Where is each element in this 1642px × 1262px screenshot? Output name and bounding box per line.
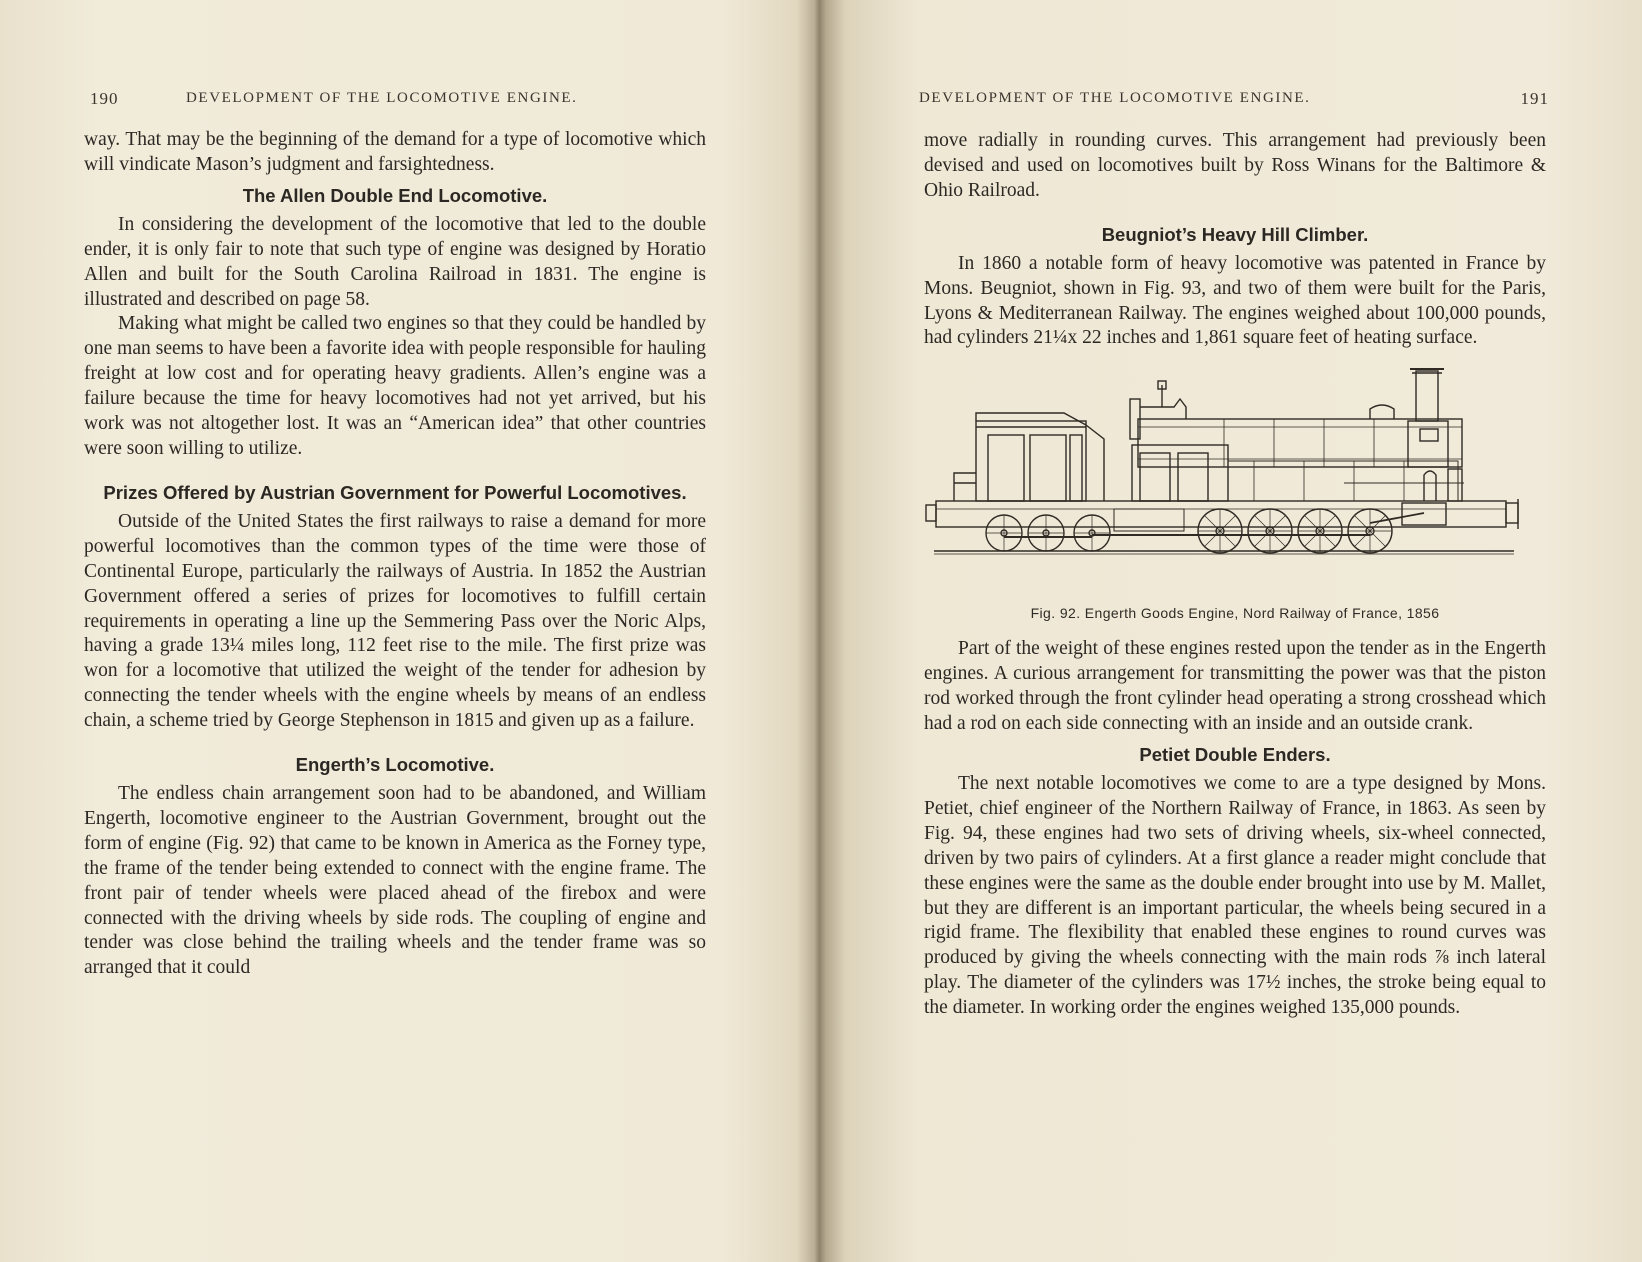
heading-prizes: Prizes Offered by Austrian Government for Powerful Locomotives.	[103, 481, 687, 503]
paragraph-petiet: The next notable locomotives we come to are a type designed by Mons. Petiet, chief engineer of the Northern Railway of France, in 1863. As seen by Fig. 94, these engines had two sets of driving wheels, six-wheel connected, driven by two pairs of cylinders. At a first glance a reader might conclude that these engines were the same as the double ender brought into use by M. Mallet, but they are different is an important particular, the wheels being secured in a rigid frame. The flexibility that enabled these engines to round curves was produced by giving the wheels connecting with the main rods ⅞ inch lateral play. The diameter of the cylinders was 17½ inches, the stroke being equal to the diameter. In working order the engines weighed 135,000 pounds.	[924, 772, 1546, 1019]
right-running-title: DEVELOPMENT OF THE LOCOMOTIVE ENGINE.	[919, 90, 1311, 106]
paragraph-prizes: Outside of the United States the first railways to raise a demand for more powerful locomotives than the common types of the time were those of Continental Europe, particularly the railways of Austria. In 1852 the Austrian Government offered a series of prizes for locomotives to fulfill certain requirements in operating a line up the Semmering Pass over the Noric Alps, having a grade 13¼ miles long, 112 feet rise to the mile. The first prize was won for a locomotive that utilized the weight of the tender for adhesion by connecting the tender wheels with the engine wheels by means of an endless chain, a scheme tried by George Stephenson in 1815 and given up as a failure.	[84, 510, 706, 732]
paragraph-weight: Part of the weight of these engines rested upon the tender as in the Engerth engines. A curious arrangement for transmitting the power was that the piston rod worked through the front cylinder head operating a strong crosshead which had a rod on each side connecting with an inside and an outside crank.	[924, 638, 1546, 735]
right-page-number: 191	[1520, 89, 1549, 108]
left-page-number: 190	[90, 89, 119, 108]
left-page	[0, 0, 815, 1262]
right-body-text	[924, 129, 1546, 1021]
heading-engerth: Engerth’s Locomotive.	[295, 754, 495, 776]
locomotive-drawing	[924, 363, 1546, 603]
paragraph-beugniot: In 1860 a notable form of heavy locomotive was patented in France by Mons. Beugniot, shown in Fig. 93, and two of them were built for the Paris, Lyons & Mediterranean Railway. The engines weighed about 100,000 pounds, had cylinders 21¼x 22 inches and 1,861 square feet of heating surface.	[924, 252, 1546, 349]
right-page	[827, 0, 1642, 1262]
heading-allen: The Allen Double End Locomotive.	[242, 184, 548, 206]
left-body-text	[84, 128, 706, 981]
paragraph-allen-1: In considering the development of the locomotive that led to the double ender, it is only fair to note that such type of engine was designed by Horatio Allen and built for the South Carolina Railroad in 1831. The engine is illustrated and described on page 58.	[84, 213, 706, 310]
right-intro-paragraph: move radially in rounding curves. This arrangement had previously been devised and used on locomotives built by Ross Winans for the Baltimore & Ohio Railroad.	[924, 130, 1546, 201]
heading-petiet: Petiet Double Enders.	[1139, 743, 1331, 765]
left-running-title: DEVELOPMENT OF THE LOCOMOTIVE ENGINE.	[186, 90, 578, 106]
figure-caption: Fig. 92. Engerth Goods Engine, Nord Railway of France, 1856	[1030, 605, 1440, 622]
paragraph-engerth: The endless chain arrangement soon had to be abandoned, and William Engerth, locomotive engineer to the Austrian Government, brought out the form of engine (Fig. 92) that came to be known in America as the Forney type, the frame of the tender being extended to connect with the engine frame. The front pair of tender wheels were placed ahead of the firebox and were connected with the driving wheels by side rods. The coupling of engine and tender was close behind the trailing wheels and the tender frame was so arranged that it could	[84, 783, 706, 979]
left-intro-paragraph: way. That may be the beginning of the demand for a type of locomotive which will vindicate Mason’s judgment and farsightedness.	[84, 129, 706, 175]
heading-beugniot: Beugniot’s Heavy Hill Climber.	[1101, 223, 1369, 245]
figure-engerth-engine	[924, 363, 1546, 603]
paragraph-allen-2: Making what might be called two engines so that they could be handled by one man seems to have been a favorite idea with people responsible for hauling freight at low cost and for operating heavy gradients. Allen’s engine was a failure because the time for heavy locomotives had not yet arrived, but his work was not altogether lost. It was an “American idea” that other countries were soon willing to utilize.	[84, 313, 706, 459]
